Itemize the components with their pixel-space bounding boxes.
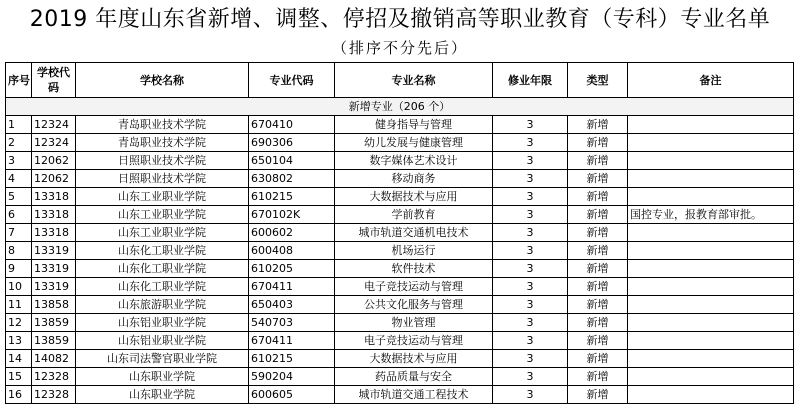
- cell-school-code: 13859: [32, 332, 76, 350]
- cell-school-name: 山东工业职业学院: [76, 188, 249, 206]
- cell-school-code: 13319: [32, 242, 76, 260]
- cell-remarks: [628, 242, 794, 260]
- cell-school-code: 13318: [32, 224, 76, 242]
- table-row: [6, 386, 794, 404]
- section-label: 新增专业（206 个）: [6, 98, 794, 116]
- cell-remarks: 国控专业，报教育部审批。: [628, 206, 794, 224]
- cell-remarks: [628, 296, 794, 314]
- cell-remarks: [628, 260, 794, 278]
- cell-duration: 3: [493, 260, 568, 278]
- cell-major-code: 600602: [249, 224, 335, 242]
- cell-index: 4: [6, 170, 32, 188]
- cell-major-code: 590204: [249, 368, 335, 386]
- cell-major-code: 650104: [249, 152, 335, 170]
- cell-type: 新增: [568, 224, 628, 242]
- table-row: [6, 350, 794, 368]
- table-row: [6, 368, 794, 386]
- cell-major-code: 540703: [249, 314, 335, 332]
- cell-type: 新增: [568, 134, 628, 152]
- cell-major-name: 健身指导与管理: [335, 116, 493, 134]
- cell-school-code: 12062: [32, 152, 76, 170]
- cell-major-name: 电子竞技运动与管理: [335, 278, 493, 296]
- cell-type: 新增: [568, 152, 628, 170]
- cell-index: 16: [6, 386, 32, 404]
- table-row: [6, 206, 794, 224]
- cell-major-name: 大数据技术与应用: [335, 188, 493, 206]
- cell-remarks: [628, 386, 794, 404]
- cell-school-name: 山东化工职业学院: [76, 242, 249, 260]
- cell-remarks: [628, 116, 794, 134]
- cell-index: 15: [6, 368, 32, 386]
- cell-duration: 3: [493, 332, 568, 350]
- cell-type: 新增: [568, 332, 628, 350]
- cell-major-code: 670411: [249, 278, 335, 296]
- cell-index: 2: [6, 134, 32, 152]
- col-header-type: 类型: [568, 63, 628, 98]
- table-row: [6, 314, 794, 332]
- cell-duration: 3: [493, 224, 568, 242]
- page-subtitle: （排序不分先后）: [331, 39, 468, 57]
- cell-major-name: 药品质量与安全: [335, 368, 493, 386]
- cell-remarks: [628, 278, 794, 296]
- cell-school-code: 13319: [32, 260, 76, 278]
- cell-remarks: [628, 152, 794, 170]
- table-row: [6, 170, 794, 188]
- cell-school-code: 13318: [32, 206, 76, 224]
- cell-school-code: 12328: [32, 386, 76, 404]
- cell-type: 新增: [568, 368, 628, 386]
- cell-duration: 3: [493, 116, 568, 134]
- cell-school-code: 12324: [32, 134, 76, 152]
- cell-school-code: 12062: [32, 170, 76, 188]
- cell-index: 6: [6, 206, 32, 224]
- table-row: [6, 134, 794, 152]
- cell-school-code: 14082: [32, 350, 76, 368]
- cell-type: 新增: [568, 206, 628, 224]
- col-header-major-code: 专业代码: [249, 63, 335, 98]
- cell-index: 5: [6, 188, 32, 206]
- cell-type: 新增: [568, 278, 628, 296]
- cell-school-code: 13319: [32, 278, 76, 296]
- cell-major-code: 630802: [249, 170, 335, 188]
- cell-major-name: 机场运行: [335, 242, 493, 260]
- table-row: [6, 224, 794, 242]
- cell-school-code: 12328: [32, 368, 76, 386]
- cell-school-name: 山东铝业职业学院: [76, 314, 249, 332]
- cell-index: 9: [6, 260, 32, 278]
- table-row: [6, 278, 794, 296]
- cell-duration: 3: [493, 188, 568, 206]
- table-row: [6, 332, 794, 350]
- cell-index: 14: [6, 350, 32, 368]
- cell-school-name: 山东铝业职业学院: [76, 332, 249, 350]
- cell-major-name: 移动商务: [335, 170, 493, 188]
- table-row: [6, 260, 794, 278]
- cell-index: 1: [6, 116, 32, 134]
- cell-major-name: 幼儿发展与健康管理: [335, 134, 493, 152]
- cell-school-name: 山东工业职业学院: [76, 206, 249, 224]
- cell-school-code: 13859: [32, 314, 76, 332]
- cell-major-code: 690306: [249, 134, 335, 152]
- cell-remarks: [628, 134, 794, 152]
- cell-major-code: 650403: [249, 296, 335, 314]
- cell-index: 8: [6, 242, 32, 260]
- cell-remarks: [628, 170, 794, 188]
- table-row: [6, 242, 794, 260]
- col-header-school-name: 学校名称: [76, 63, 249, 98]
- cell-major-code: 610215: [249, 350, 335, 368]
- cell-remarks: [628, 350, 794, 368]
- cell-school-name: 山东工业职业学院: [76, 224, 249, 242]
- cell-school-code: 13318: [32, 188, 76, 206]
- cell-school-name: 山东司法警官职业学院: [76, 350, 249, 368]
- table-row: [6, 116, 794, 134]
- cell-school-name: 山东化工职业学院: [76, 278, 249, 296]
- cell-school-code: 13858: [32, 296, 76, 314]
- table-row: [6, 152, 794, 170]
- cell-duration: 3: [493, 314, 568, 332]
- cell-duration: 3: [493, 350, 568, 368]
- header-row: [6, 63, 794, 98]
- cell-major-code: 670410: [249, 116, 335, 134]
- cell-school-name: 山东旅游职业学院: [76, 296, 249, 314]
- cell-school-name: 青岛职业技术学院: [76, 116, 249, 134]
- cell-type: 新增: [568, 188, 628, 206]
- col-header-duration: 修业年限: [493, 63, 568, 98]
- cell-duration: 3: [493, 242, 568, 260]
- table-row: [6, 188, 794, 206]
- cell-index: 10: [6, 278, 32, 296]
- cell-major-name: 城市轨道交通工程技术: [335, 386, 493, 404]
- cell-major-name: 物业管理: [335, 314, 493, 332]
- col-header-index: 序号: [6, 63, 32, 98]
- cell-remarks: [628, 314, 794, 332]
- cell-type: 新增: [568, 170, 628, 188]
- table-row: [6, 296, 794, 314]
- cell-index: 7: [6, 224, 32, 242]
- cell-school-name: 山东化工职业学院: [76, 260, 249, 278]
- cell-duration: 3: [493, 152, 568, 170]
- col-header-remarks: 备注: [628, 63, 794, 98]
- cell-index: 11: [6, 296, 32, 314]
- cell-remarks: [628, 332, 794, 350]
- cell-type: 新增: [568, 260, 628, 278]
- cell-major-code: 670411: [249, 332, 335, 350]
- cell-duration: 3: [493, 206, 568, 224]
- cell-school-name: 山东职业学院: [76, 368, 249, 386]
- cell-duration: 3: [493, 170, 568, 188]
- cell-remarks: [628, 188, 794, 206]
- section-row: [6, 98, 794, 116]
- cell-major-name: 大数据技术与应用: [335, 350, 493, 368]
- cell-major-name: 数字媒体艺术设计: [335, 152, 493, 170]
- cell-type: 新增: [568, 314, 628, 332]
- cell-major-name: 软件技术: [335, 260, 493, 278]
- cell-major-code: 600408: [249, 242, 335, 260]
- cell-type: 新增: [568, 296, 628, 314]
- cell-major-name: 城市轨道交通机电技术: [335, 224, 493, 242]
- cell-remarks: [628, 368, 794, 386]
- cell-type: 新增: [568, 350, 628, 368]
- col-header-school-code: 学校代码: [32, 63, 76, 98]
- cell-remarks: [628, 224, 794, 242]
- cell-major-code: 670102K: [249, 206, 335, 224]
- cell-type: 新增: [568, 116, 628, 134]
- cell-school-name: 日照职业技术学院: [76, 152, 249, 170]
- cell-duration: 3: [493, 368, 568, 386]
- cell-duration: 3: [493, 386, 568, 404]
- page-title: 2019 年度山东省新增、调整、停招及撤销高等职业教育（专科）专业名单: [29, 7, 771, 32]
- cell-school-name: 山东职业学院: [76, 386, 249, 404]
- cell-major-name: 学前教育: [335, 206, 493, 224]
- cell-duration: 3: [493, 296, 568, 314]
- cell-type: 新增: [568, 386, 628, 404]
- program-table: [5, 62, 794, 404]
- col-header-major-name: 专业名称: [335, 63, 493, 98]
- cell-school-name: 青岛职业技术学院: [76, 134, 249, 152]
- cell-school-code: 12324: [32, 116, 76, 134]
- cell-major-code: 610215: [249, 188, 335, 206]
- cell-school-name: 日照职业技术学院: [76, 170, 249, 188]
- cell-type: 新增: [568, 242, 628, 260]
- cell-major-code: 610205: [249, 260, 335, 278]
- cell-index: 12: [6, 314, 32, 332]
- cell-major-name: 电子竞技运动与管理: [335, 332, 493, 350]
- cell-index: 13: [6, 332, 32, 350]
- cell-duration: 3: [493, 278, 568, 296]
- cell-major-name: 公共文化服务与管理: [335, 296, 493, 314]
- cell-major-code: 600605: [249, 386, 335, 404]
- cell-index: 3: [6, 152, 32, 170]
- cell-duration: 3: [493, 134, 568, 152]
